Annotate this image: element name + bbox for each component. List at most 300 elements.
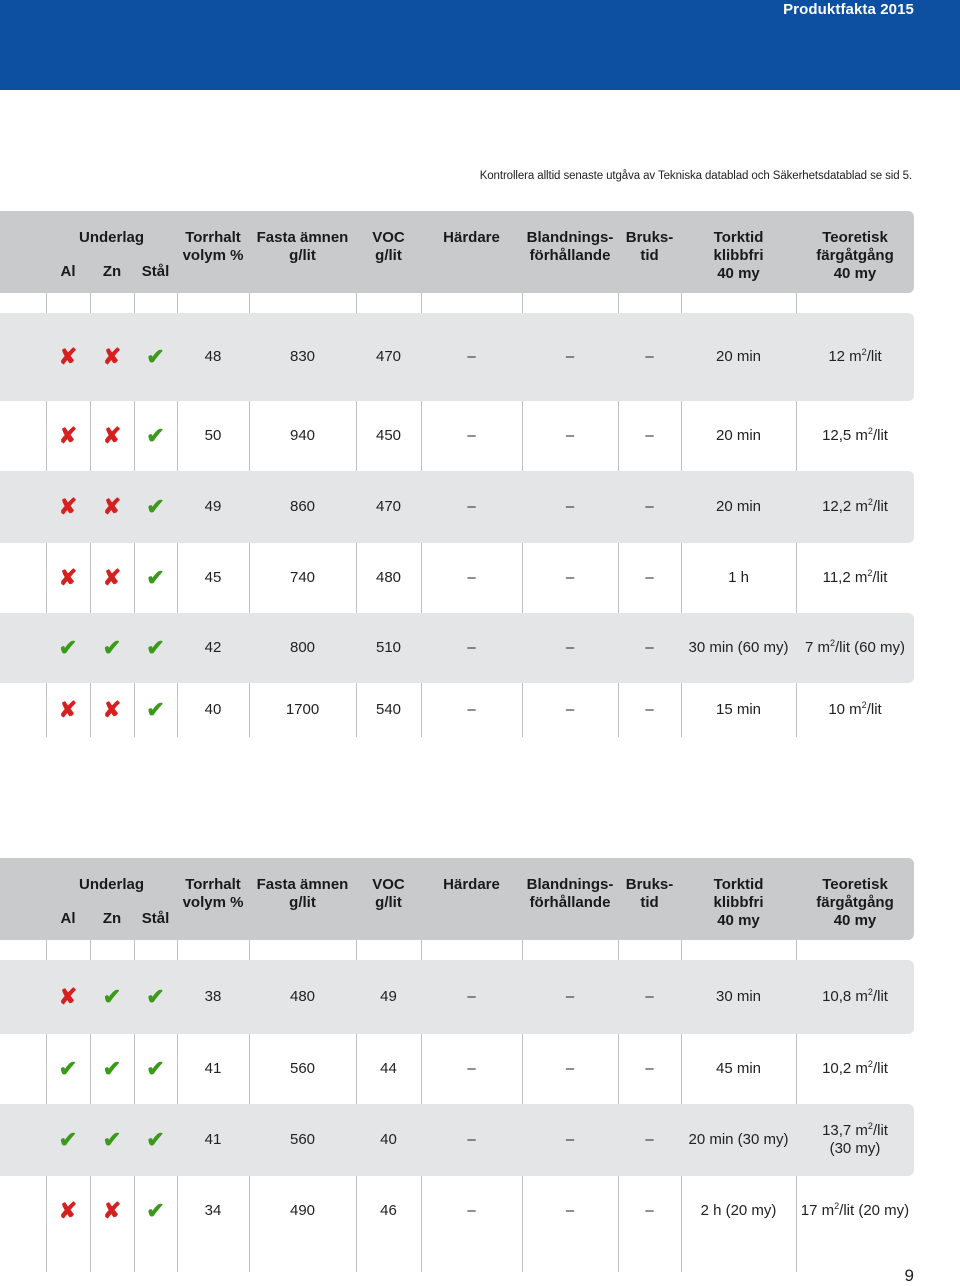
cell-hardare <box>421 1034 522 1104</box>
column-header-line: g/lit <box>375 247 402 264</box>
coverage-value <box>822 1060 888 1078</box>
column-header-line: Teoretisk <box>822 229 888 246</box>
cross-icon: ✘ <box>102 344 122 369</box>
coverage-value <box>822 1122 888 1158</box>
value-voc: 510 <box>375 639 402 656</box>
check-icon: ✔ <box>146 565 165 590</box>
value-bland: – <box>565 427 575 444</box>
cell-tork <box>681 313 796 401</box>
value-tork: 45 min <box>715 1060 762 1077</box>
value-bland: – <box>565 639 575 656</box>
cell-al <box>46 313 90 401</box>
column-header-line: volym % <box>182 894 244 911</box>
value-bland: – <box>565 1202 575 1219</box>
column-header-teor <box>796 211 914 293</box>
cell-al <box>46 543 90 613</box>
cell-hardare <box>421 313 522 401</box>
cell-fasta <box>249 960 356 1034</box>
value-fasta: 1700 <box>285 701 320 718</box>
cell-fasta <box>249 1034 356 1104</box>
coverage-number: 12,5 m <box>822 427 868 444</box>
value-hardare: – <box>467 348 476 365</box>
cell-voc <box>356 1034 421 1104</box>
cell-fasta <box>249 401 356 471</box>
cell-stal <box>134 613 177 683</box>
cell-torrhalt <box>177 471 249 543</box>
cell-zn <box>90 1034 134 1104</box>
cell-hardare <box>421 960 522 1034</box>
column-header-line: Fasta ämnen <box>256 876 349 893</box>
check-icon: ✔ <box>146 635 165 660</box>
cell-bruks <box>618 613 681 683</box>
coverage-value <box>822 427 888 445</box>
column-header-fasta <box>249 211 356 293</box>
cell-stal <box>134 543 177 613</box>
cell-tork <box>681 960 796 1034</box>
value-bruks: – <box>645 1202 654 1219</box>
table-row <box>0 543 914 613</box>
cell-zn <box>90 401 134 471</box>
coverage-exponent: 2 <box>867 1059 873 1069</box>
cell-voc <box>356 471 421 543</box>
value-bland: – <box>565 1060 575 1077</box>
coverage-unit: /lit <box>872 427 888 444</box>
cross-icon: ✘ <box>58 423 78 448</box>
column-header-line: Blandnings- <box>526 229 614 246</box>
value-torrhalt: 42 <box>204 639 222 656</box>
coverage-unit: /lit <box>872 569 888 586</box>
coverage-unit: /lit (20 my) <box>839 1202 910 1219</box>
column-header-line: tid <box>640 894 659 911</box>
coverage-exponent: 2 <box>867 497 873 507</box>
cell-teor <box>796 683 914 737</box>
column-header-hardare <box>421 858 522 940</box>
column-header-torrhalt <box>177 211 249 293</box>
cell-al <box>46 471 90 543</box>
value-hardare: – <box>467 1202 476 1219</box>
value-torrhalt: 41 <box>204 1060 222 1077</box>
cell-teor <box>796 543 914 613</box>
column-header-al: Al <box>60 263 76 280</box>
cell-hardare <box>421 683 522 737</box>
cell-zn <box>90 543 134 613</box>
coverage-unit: /lit <box>872 1122 888 1139</box>
column-header-line: Torktid <box>713 876 764 893</box>
value-hardare: – <box>467 701 476 718</box>
cell-zn <box>90 683 134 737</box>
column-header-line: VOC <box>372 229 405 246</box>
column-header-line: Torktid <box>713 229 764 246</box>
cell-torrhalt <box>177 960 249 1034</box>
check-icon: ✔ <box>58 1056 78 1081</box>
value-hardare: – <box>467 569 476 586</box>
column-header-hardare <box>421 211 522 293</box>
column-header-line: g/lit <box>375 894 402 911</box>
value-fasta: 800 <box>289 639 316 656</box>
value-fasta: 860 <box>289 498 316 515</box>
column-header-line: 40 my <box>833 912 877 929</box>
column-header-zn: Zn <box>102 910 122 927</box>
value-fasta: 830 <box>289 348 316 365</box>
cell-stal <box>134 401 177 471</box>
check-icon: ✔ <box>102 1127 122 1152</box>
cross-icon: ✘ <box>102 1198 122 1223</box>
cell-tork <box>681 683 796 737</box>
value-tork: 2 h (20 my) <box>700 1202 777 1219</box>
cell-al <box>46 1176 90 1246</box>
value-voc: 49 <box>380 988 397 1005</box>
coverage-exponent: 2 <box>867 987 873 997</box>
cross-icon: ✘ <box>102 494 122 519</box>
cell-al <box>46 683 90 737</box>
cell-torrhalt <box>177 1034 249 1104</box>
check-icon: ✔ <box>146 1198 165 1223</box>
table-row <box>0 683 914 737</box>
value-bland: – <box>565 569 575 586</box>
value-fasta: 940 <box>289 427 316 444</box>
coverage-exponent: 2 <box>829 638 835 648</box>
value-hardare: – <box>467 1131 476 1148</box>
cell-hardare <box>421 401 522 471</box>
value-bruks: – <box>645 639 654 656</box>
cell-torrhalt <box>177 543 249 613</box>
value-torrhalt: 50 <box>204 427 222 444</box>
value-bruks: – <box>645 701 654 718</box>
column-header-line: Bruks- <box>625 876 674 893</box>
page-header-title: Produktfakta 2015 <box>783 1 914 18</box>
column-header-line: Torrhalt <box>185 876 241 893</box>
page-number: 9 <box>904 1266 914 1285</box>
value-torrhalt: 38 <box>204 988 222 1005</box>
cell-bruks <box>618 1176 681 1246</box>
column-header-line: tid <box>640 247 659 264</box>
check-icon: ✔ <box>146 1127 165 1152</box>
value-bruks: – <box>645 427 654 444</box>
cross-icon: ✘ <box>58 344 78 369</box>
cell-torrhalt <box>177 313 249 401</box>
table-row <box>0 1034 914 1104</box>
column-header-line: förhållande <box>529 247 611 264</box>
cross-icon: ✘ <box>58 1198 78 1223</box>
value-voc: 450 <box>375 427 402 444</box>
cross-icon: ✘ <box>58 984 78 1009</box>
cell-al <box>46 401 90 471</box>
coverage-number: 12 m <box>828 348 862 365</box>
value-fasta: 560 <box>289 1131 316 1148</box>
column-header-tork <box>681 858 796 940</box>
coverage-exponent: 2 <box>867 426 873 436</box>
coverage-unit: /lit <box>866 348 882 365</box>
cell-zn <box>90 313 134 401</box>
table-header <box>0 211 914 293</box>
check-icon: ✔ <box>146 1056 165 1081</box>
coverage-number: 10,8 m <box>822 988 868 1005</box>
check-icon: ✔ <box>102 984 122 1009</box>
table-header <box>0 858 914 940</box>
header-band <box>0 0 960 90</box>
datasheet-note: Kontrollera alltid senaste utgåva av Tekniska datablad och Säkerhetsdatablad se sid 5. <box>479 170 912 182</box>
cell-voc <box>356 313 421 401</box>
cell-tork <box>681 613 796 683</box>
cell-voc <box>356 613 421 683</box>
cell-bruks <box>618 1034 681 1104</box>
value-bruks: – <box>645 348 654 365</box>
cell-bruks <box>618 471 681 543</box>
check-icon: ✔ <box>102 635 122 660</box>
coverage-unit: /lit <box>872 988 888 1005</box>
cell-bruks <box>618 543 681 613</box>
cell-stal <box>134 960 177 1034</box>
column-header-line: förhållande <box>529 894 611 911</box>
value-torrhalt: 48 <box>204 348 222 365</box>
value-bruks: – <box>645 1060 654 1077</box>
coverage-number: 7 m <box>804 639 830 656</box>
cell-bland <box>522 401 618 471</box>
cell-zn <box>90 960 134 1034</box>
column-header-zn: Zn <box>102 263 122 280</box>
cell-hardare <box>421 1176 522 1246</box>
cell-teor <box>796 471 914 543</box>
check-icon: ✔ <box>102 1056 122 1081</box>
cell-voc <box>356 960 421 1034</box>
cell-tork <box>681 1176 796 1246</box>
table-row <box>0 313 914 401</box>
value-fasta: 490 <box>289 1202 316 1219</box>
cell-teor <box>796 1034 914 1104</box>
column-header-fasta <box>249 858 356 940</box>
column-header-teor <box>796 858 914 940</box>
table-row <box>0 613 914 683</box>
cell-fasta <box>249 313 356 401</box>
column-header-underlag: Underlag <box>78 876 144 893</box>
cell-zn <box>90 1104 134 1176</box>
coverage-extra: (30 my) <box>829 1140 881 1157</box>
column-header-line: Bruks- <box>625 229 674 246</box>
check-icon: ✔ <box>146 697 165 722</box>
column-header-bruks <box>618 211 681 293</box>
cell-stal <box>134 313 177 401</box>
value-bland: – <box>565 1131 575 1148</box>
coverage-value <box>828 701 881 719</box>
check-icon: ✔ <box>58 635 78 660</box>
cell-voc <box>356 683 421 737</box>
table-row <box>0 401 914 471</box>
cell-bland <box>522 543 618 613</box>
value-tork: 20 min <box>715 427 762 444</box>
column-header-line: 40 my <box>717 265 760 282</box>
cell-bland <box>522 1034 618 1104</box>
cell-fasta <box>249 683 356 737</box>
column-header-line: färgåtgång <box>816 247 894 264</box>
cross-icon: ✘ <box>102 697 122 722</box>
column-header-bruks <box>618 858 681 940</box>
cell-stal <box>134 1034 177 1104</box>
cell-bland <box>522 683 618 737</box>
value-voc: 540 <box>375 701 402 718</box>
coverage-value <box>822 498 888 516</box>
cell-tork <box>681 1104 796 1176</box>
coverage-number: 11,2 m <box>822 569 868 586</box>
value-hardare: – <box>467 427 476 444</box>
coverage-exponent: 2 <box>867 1121 873 1131</box>
column-header-bland <box>522 858 618 940</box>
cross-icon: ✘ <box>58 565 78 590</box>
value-voc: 40 <box>380 1131 397 1148</box>
column-header-al: Al <box>60 910 76 927</box>
coverage-number: 10 m <box>828 701 862 718</box>
coverage-value <box>801 1202 909 1220</box>
column-header-tork <box>681 211 796 293</box>
cell-fasta <box>249 613 356 683</box>
value-tork: 20 min <box>715 348 762 365</box>
cell-al <box>46 960 90 1034</box>
coverage-unit: /lit (60 my) <box>835 639 906 656</box>
cell-bland <box>522 1104 618 1176</box>
value-voc: 46 <box>380 1202 397 1219</box>
value-torrhalt: 41 <box>204 1131 222 1148</box>
value-hardare: – <box>467 639 476 656</box>
cell-teor <box>796 1104 914 1176</box>
table-row <box>0 960 914 1034</box>
cell-al <box>46 613 90 683</box>
value-hardare: – <box>467 498 476 515</box>
value-torrhalt: 45 <box>204 569 222 586</box>
cell-stal <box>134 1104 177 1176</box>
column-header-stal: Stål <box>141 910 170 927</box>
coverage-unit: /lit <box>872 1060 888 1077</box>
cell-voc <box>356 1104 421 1176</box>
cell-torrhalt <box>177 401 249 471</box>
value-hardare: – <box>467 1060 476 1077</box>
table-row <box>0 471 914 543</box>
check-icon: ✔ <box>146 494 165 519</box>
cell-hardare <box>421 1104 522 1176</box>
cell-teor <box>796 313 914 401</box>
cell-torrhalt <box>177 1104 249 1176</box>
value-fasta: 560 <box>289 1060 316 1077</box>
value-fasta: 480 <box>289 988 316 1005</box>
cell-fasta <box>249 543 356 613</box>
value-torrhalt: 34 <box>204 1202 222 1219</box>
check-icon: ✔ <box>146 423 165 448</box>
value-voc: 470 <box>375 498 402 515</box>
cell-teor <box>796 1176 914 1246</box>
coverage-exponent: 2 <box>834 1201 840 1211</box>
coverage-exponent: 2 <box>861 347 867 357</box>
cell-fasta <box>249 471 356 543</box>
coverage-exponent: 2 <box>867 568 873 578</box>
cell-fasta <box>249 1104 356 1176</box>
value-tork: 30 min (60 my) <box>688 639 789 656</box>
value-bruks: – <box>645 988 654 1005</box>
cell-torrhalt <box>177 1176 249 1246</box>
cell-bland <box>522 960 618 1034</box>
column-header-line: klibbfri <box>713 894 764 911</box>
column-header-stal: Stål <box>141 263 170 280</box>
cell-voc <box>356 401 421 471</box>
column-header-torrhalt <box>177 858 249 940</box>
column-header-line: VOC <box>372 876 405 893</box>
column-header-line: Torrhalt <box>185 229 241 246</box>
cell-stal <box>134 683 177 737</box>
value-bland: – <box>565 988 575 1005</box>
cell-hardare <box>421 613 522 683</box>
cell-bruks <box>618 683 681 737</box>
value-bland: – <box>565 701 575 718</box>
value-tork: 15 min <box>715 701 762 718</box>
column-header-line: färgåtgång <box>816 894 894 911</box>
check-icon: ✔ <box>58 1127 78 1152</box>
cell-zn <box>90 613 134 683</box>
cell-stal <box>134 1176 177 1246</box>
cross-icon: ✘ <box>58 697 78 722</box>
value-bland: – <box>565 348 575 365</box>
column-header-underlag: Underlag <box>78 229 144 246</box>
cell-voc <box>356 1176 421 1246</box>
value-tork: 1 h <box>728 569 749 586</box>
value-tork: 20 min <box>715 498 762 515</box>
cell-teor <box>796 960 914 1034</box>
cell-bland <box>522 613 618 683</box>
cell-torrhalt <box>177 683 249 737</box>
value-hardare: – <box>467 988 476 1005</box>
value-tork: 30 min <box>715 988 762 1005</box>
cell-hardare <box>421 543 522 613</box>
value-fasta: 740 <box>289 569 316 586</box>
column-header-voc <box>356 858 421 940</box>
cell-al <box>46 1034 90 1104</box>
column-header-voc <box>356 211 421 293</box>
coverage-exponent: 2 <box>861 700 867 710</box>
coverage-number: 13,7 m <box>822 1122 868 1139</box>
cell-tork <box>681 401 796 471</box>
coverage-number: 17 m <box>800 1202 835 1219</box>
coverage-value <box>805 639 905 657</box>
cell-torrhalt <box>177 613 249 683</box>
column-header-line: Blandnings- <box>526 876 614 893</box>
value-bruks: – <box>645 1131 654 1148</box>
column-header-line: g/lit <box>289 894 316 911</box>
coverage-number: 12,2 m <box>822 498 868 515</box>
cell-hardare <box>421 471 522 543</box>
cell-bland <box>522 1176 618 1246</box>
column-header-line: klibbfri <box>713 247 764 264</box>
cell-zn <box>90 471 134 543</box>
coverage-unit: /lit <box>872 498 888 515</box>
coverage-value <box>828 348 881 366</box>
value-voc: 480 <box>375 569 402 586</box>
coverage-number: 10,2 m <box>822 1060 868 1077</box>
cell-bruks <box>618 1104 681 1176</box>
cell-bruks <box>618 313 681 401</box>
value-bruks: – <box>645 498 654 515</box>
cross-icon: ✘ <box>102 565 122 590</box>
coverage-unit: /lit <box>866 701 882 718</box>
cell-tork <box>681 543 796 613</box>
cell-bruks <box>618 960 681 1034</box>
column-header-line: g/lit <box>289 247 316 264</box>
cell-zn <box>90 1176 134 1246</box>
column-header-line: Härdare <box>443 229 500 246</box>
column-header-line: Härdare <box>443 876 500 893</box>
cross-icon: ✘ <box>102 423 122 448</box>
table-row <box>0 1176 914 1246</box>
value-bruks: – <box>645 569 654 586</box>
cell-teor <box>796 401 914 471</box>
column-header-line: Fasta ämnen <box>256 229 349 246</box>
value-torrhalt: 49 <box>204 498 222 515</box>
cell-al <box>46 1104 90 1176</box>
